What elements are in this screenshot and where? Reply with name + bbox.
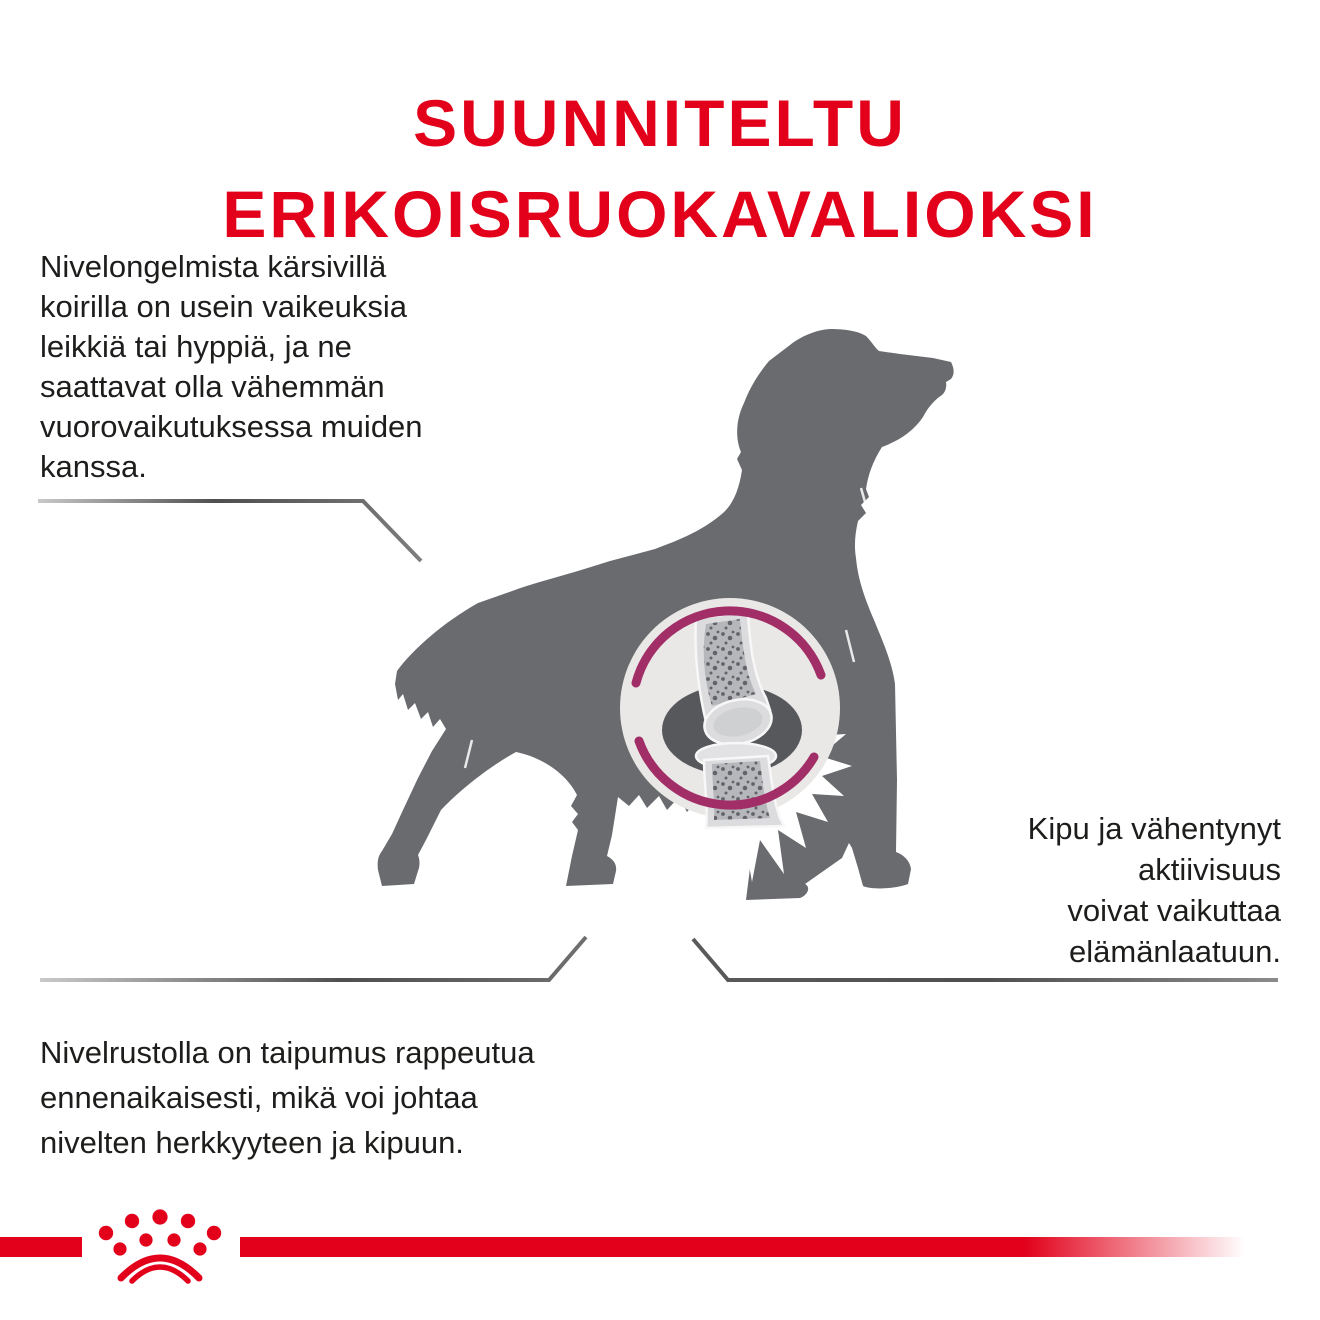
brand-band-left (0, 1237, 82, 1257)
callout-line: nivelten herkkyyteen ja kipuun. (40, 1125, 464, 1160)
brand-band (0, 1237, 1245, 1257)
callout-line: Nivelongelmista kärsivillä (40, 249, 387, 284)
callout-line: aktiivisuus (1138, 852, 1281, 887)
brand-band-right (240, 1237, 1245, 1257)
page-title-line-1: SUUNNITELTU (413, 86, 907, 161)
callout-bottom-left (40, 1030, 535, 1165)
callout-line: leikkiä tai hyppiä, ja ne (40, 329, 352, 364)
callout-line: koirilla on usein vaikeuksia (40, 289, 408, 324)
page-title (0, 78, 1320, 260)
tibia-bone (696, 743, 784, 828)
callout-line: ennenaikaisesti, mikä voi johtaa (40, 1080, 478, 1115)
callout-line: elämänlaatuun. (1069, 934, 1281, 969)
page-title-line-2: ERIKOISRUOKAVALIOKSI (222, 177, 1098, 252)
leader-line-top-left (38, 501, 421, 561)
dog-silhouette (378, 329, 954, 900)
callout-right (1028, 808, 1281, 972)
callout-line: Kipu ja vähentynyt (1027, 811, 1281, 846)
leader-line-bottom-left (40, 937, 586, 980)
callout-line: saattavat olla vähemmän (40, 369, 385, 404)
callout-line: voivat vaikuttaa (1067, 893, 1281, 928)
royal-canin-crown-paw-logo (99, 1209, 221, 1281)
callout-line: kanssa. (40, 449, 147, 484)
callout-line: Nivelrustolla on taipumus rappeutua (40, 1035, 535, 1070)
callout-top-left (40, 247, 423, 487)
callout-line: vuorovaikutuksessa muiden (40, 409, 423, 444)
